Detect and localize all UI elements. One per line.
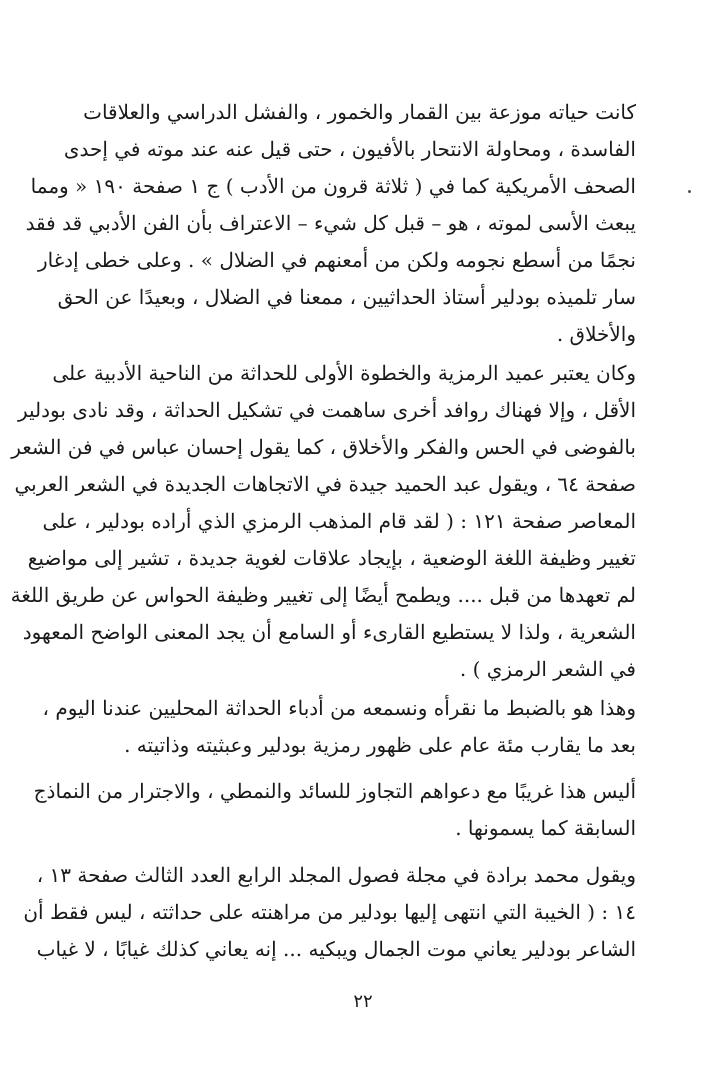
text-line: ١٤ : ( الخيبة التي انتهى إليها بودلير من مراهنته على حداثته ، ليس فقط أن — [23, 900, 636, 924]
text-line: كانت حياته موزعة بين القمار والخمور ، والفشل الدراسي والعلاقات — [83, 100, 636, 124]
text-line: سار تلميذه بودلير أستاذ الحداثيين ، ممعنا في الضلال ، وبعيدًا عن الحق — [57, 285, 636, 309]
text-line: السابقة كما يسمونها . — [455, 816, 636, 840]
text-line: وكان يعتبر عميد الرمزية والخطوة الأولى للحداثة من الناحية الأدبية على — [52, 361, 636, 385]
text-line: وهذا هو بالضبط ما نقرأه ونسمعه من أدباء الحداثة المحليين عندنا اليوم ، — [42, 696, 636, 720]
paragraph — [33, 773, 636, 847]
text-line: المعاصر صفحة ١٢١ : ( لقد قام المذهب الرمزي الذي أراده بودلير ، على — [42, 509, 636, 533]
text-line: الشاعر بودلير يعاني موت الجمال ويبكيه ... إنه يعاني كذلك غيابًا ، لا غياب — [36, 937, 636, 961]
text-line: لم تعهدها من قبل .... ويطمح أيضًا إلى تغيير وظيفة الحواس عن طريق اللغة — [10, 583, 636, 607]
page-number: ٢٢ — [353, 991, 373, 1012]
paragraph — [42, 690, 636, 764]
text-line: في الشعر الرمزي ) . — [459, 657, 636, 681]
text-line: نجمًا من أسطع نجومه ولكن من أمعنهم في الضلال » . وعلى خطى إدغار — [37, 248, 636, 272]
paragraph — [25, 94, 636, 353]
text-line: ويقول محمد برادة في مجلة فصول المجلد الرابع العدد الثالث صفحة ١٣ ، — [36, 863, 636, 887]
text-line: بالفوضى في الحس والفكر والأخلاق ، كما يقول إحسان عباس في فن الشعر — [11, 435, 636, 459]
text-line: أليس هذا غريبًا مع دعواهم التجاوز للسائد والنمطي ، والاجترار من النماذج — [33, 779, 636, 803]
paragraph — [23, 857, 636, 968]
text-line: يبعث الأسى لموته ، هو – قبل كل شيء – الاعتراف بأن الفن الأدبي قد فقد — [25, 211, 636, 235]
text-line: الفاسدة ، ومحاولة الانتحار بالأفيون ، حتى قيل عنه عند موته في إحدى — [63, 137, 636, 161]
text-line: الأقل ، وإلا فهناك روافد أخرى ساهمت في تشكيل الحداثة ، وقد نادى بودلير — [17, 398, 636, 422]
paragraph — [10, 355, 636, 688]
text-line: تغيير وظيفة اللغة الوضعية ، بإيجاد علاقات لغوية جديدة ، تشير إلى مواضيع — [27, 546, 636, 570]
text-line: بعد ما يقارب مئة عام على ظهور رمزية بودلير وعبثيته وذاتيته . — [124, 733, 636, 757]
text-line: الشعرية ، ولذا لا يستطيع القارىء أو السامع أن يجد المعنى الواضح المعهود — [22, 620, 636, 644]
text-line: صفحة ٦٤ ، ويقول عبد الحميد جيدة في الاتجاهات الجديدة في الشعر العربي — [14, 472, 636, 496]
scan-speck — [688, 190, 691, 193]
text-line: الصحف الأمريكية كما في ( ثلاثة قرون من الأدب ) ج ١ صفحة ١٩٠ « ومما — [30, 174, 636, 198]
text-line: والأخلاق . — [556, 322, 636, 346]
